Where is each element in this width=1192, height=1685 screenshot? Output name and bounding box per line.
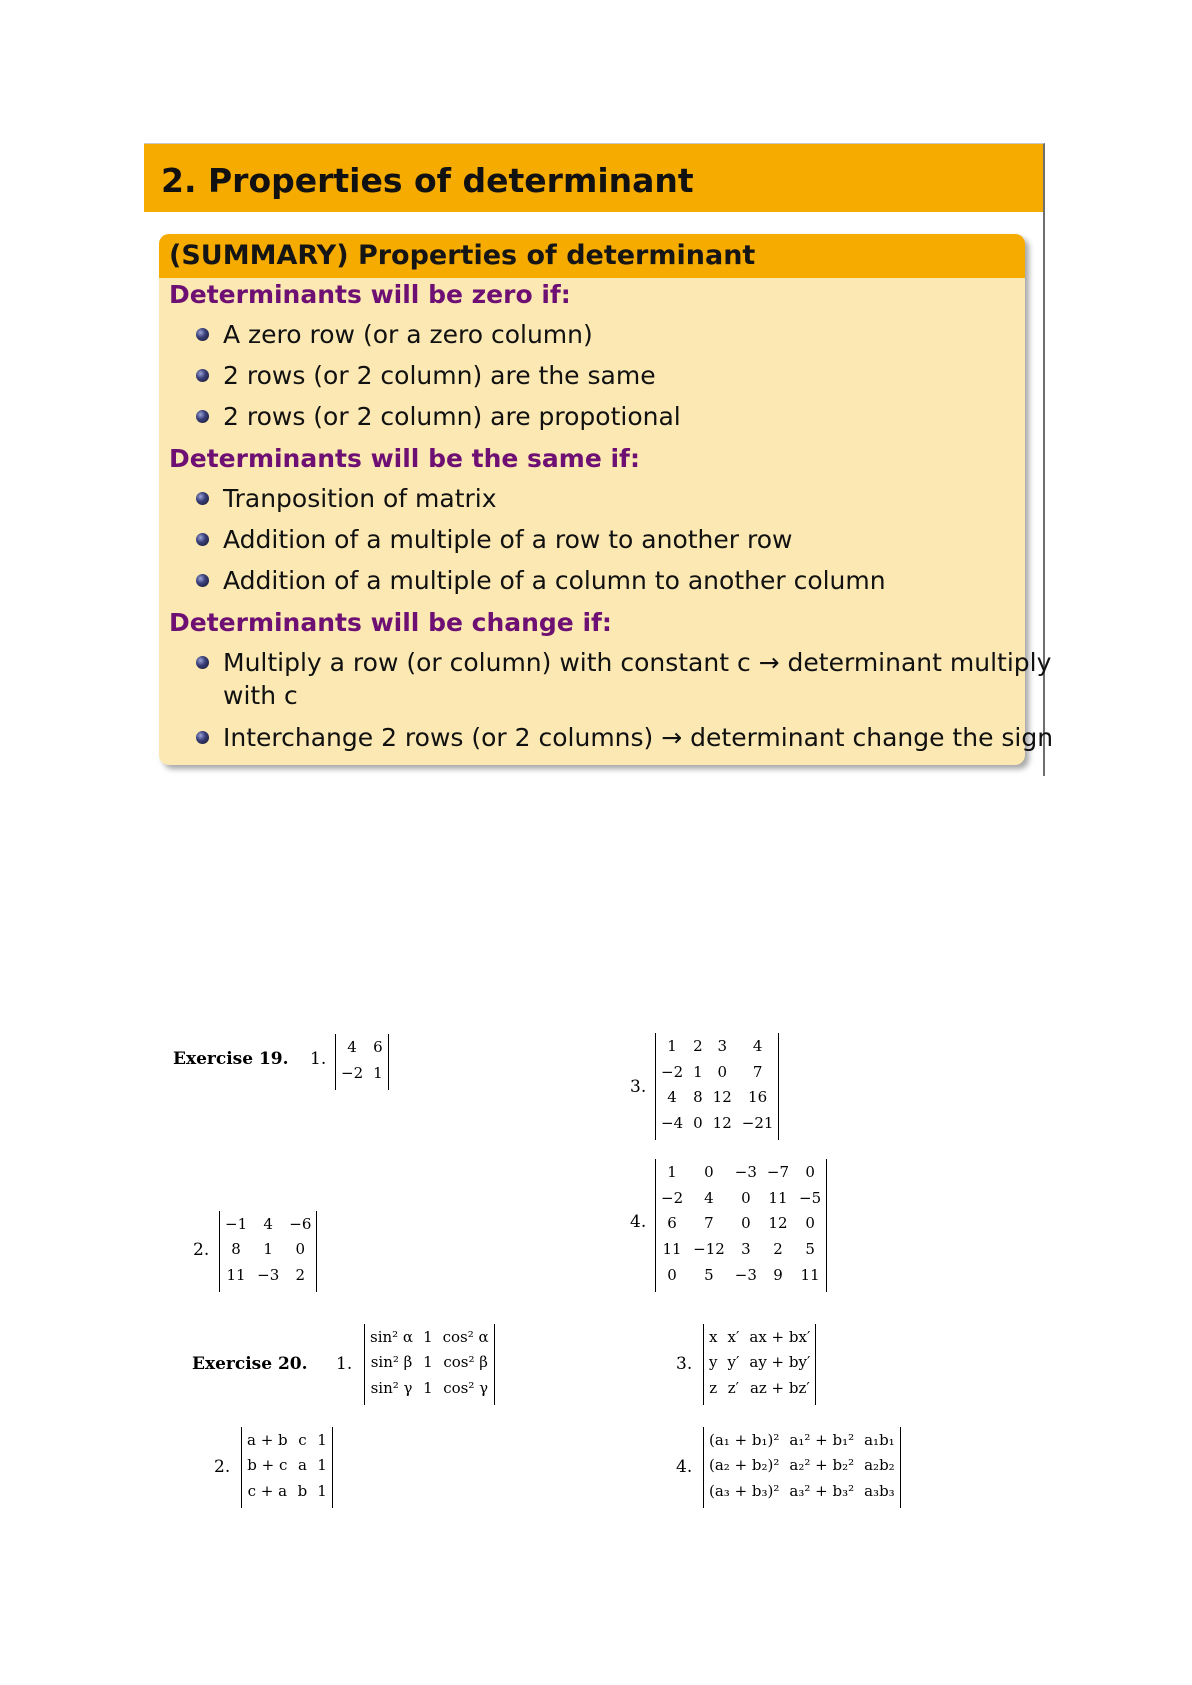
list-item: Multiply a row (or column) with constant c → determinant multiply: [223, 646, 1051, 679]
matrix-row: [704, 1478, 900, 1504]
bullet-icon: [196, 369, 209, 382]
matrix-cell: a: [297, 1456, 307, 1475]
slide-header: [144, 144, 1043, 212]
matrix-cell: 8: [231, 1240, 241, 1259]
matrix-cell: a₁b₁: [864, 1430, 895, 1449]
list-item: A zero row (or a zero column): [223, 318, 593, 351]
matrix-cell: 0: [704, 1162, 714, 1181]
matrix-row: [242, 1478, 332, 1504]
exercise-19-number-3: 3.: [630, 1077, 647, 1097]
matrix-row: [704, 1375, 815, 1401]
matrix-row: [656, 1236, 826, 1262]
matrix-cell: −2: [341, 1064, 364, 1082]
matrix-row: [220, 1237, 316, 1263]
matrix-row: [656, 1262, 826, 1288]
matrix-cell: 6: [373, 1038, 383, 1056]
matrix-row: [220, 1211, 316, 1237]
matrix-cell: 1: [317, 1456, 327, 1475]
matrix-cell: 3: [741, 1240, 751, 1259]
matrix-cell: (a₁ + b₁)²: [709, 1430, 780, 1449]
matrix-cell: 16: [748, 1088, 768, 1107]
matrix-row: [242, 1453, 332, 1479]
bullet-icon: [196, 328, 209, 341]
matrix-row: [656, 1185, 826, 1211]
matrix-cell: −7: [766, 1162, 790, 1181]
matrix-cell: −5: [799, 1188, 822, 1207]
bullet-icon: [196, 731, 209, 744]
matrix-cell: x: [709, 1327, 718, 1346]
matrix-cell: 4: [752, 1036, 763, 1055]
matrix-cell: 0: [741, 1188, 751, 1207]
list-item: Addition of a multiple of a column to another column: [223, 564, 886, 597]
summary-block-title: (SUMMARY) Properties of determinant: [169, 240, 756, 271]
matrix-cell: 0: [741, 1214, 751, 1233]
matrix-cell: 5: [704, 1266, 714, 1285]
matrix-cell: 1: [373, 1064, 383, 1082]
matrix-cell: a₂² + b₂²: [789, 1456, 855, 1475]
matrix-cell: 1: [423, 1353, 433, 1372]
matrix-row: [656, 1110, 778, 1136]
matrix-cell: y′: [727, 1353, 740, 1372]
matrix-cell: 7: [752, 1062, 763, 1081]
matrix-row: [336, 1034, 388, 1060]
bullet-icon: [196, 492, 209, 505]
exercise-20-number-1: 1.: [336, 1354, 353, 1374]
matrix-table: [704, 1427, 900, 1504]
matrix-cell: −12: [693, 1240, 725, 1259]
matrix-cell: −4: [661, 1114, 684, 1133]
matrix-cell: (a₂ + b₂)²: [709, 1456, 780, 1475]
exercise-20-matrix-1: [364, 1324, 495, 1405]
matrix-cell: 0: [717, 1062, 727, 1081]
matrix-cell: ax + bx′: [749, 1327, 811, 1346]
matrix-row: [704, 1350, 815, 1376]
matrix-table: [656, 1033, 778, 1136]
matrix-row: [365, 1350, 494, 1376]
matrix-cell: 1: [423, 1379, 433, 1398]
matrix-row: [704, 1427, 900, 1453]
matrix-cell: z: [709, 1379, 718, 1398]
matrix-cell: 1: [693, 1062, 703, 1081]
matrix-cell: sin² β: [370, 1353, 413, 1372]
matrix-cell: 4: [667, 1088, 677, 1107]
list-item: 2 rows (or 2 column) are propotional: [223, 400, 681, 433]
matrix-cell: sin² γ: [370, 1379, 413, 1398]
exercise-20-matrix-2: [241, 1427, 333, 1508]
section-heading-zero: Determinants will be zero if:: [169, 280, 571, 309]
matrix-row: [365, 1375, 494, 1401]
matrix-cell: −1: [225, 1214, 248, 1233]
matrix-row: [242, 1427, 332, 1453]
matrix-cell: −2: [661, 1062, 684, 1081]
matrix-cell: 0: [295, 1240, 306, 1259]
matrix-cell: cos² α: [442, 1327, 489, 1346]
matrix-cell: cos² β: [443, 1353, 488, 1372]
bullet-icon: [196, 410, 209, 423]
matrix-cell: 3: [717, 1036, 727, 1055]
matrix-cell: 0: [667, 1266, 677, 1285]
matrix-cell: 8: [693, 1088, 703, 1107]
matrix-cell: a₂b₂: [864, 1456, 895, 1475]
matrix-table: [242, 1427, 332, 1504]
bullet-icon: [196, 533, 209, 546]
matrix-cell: y: [709, 1353, 718, 1372]
matrix-cell: c: [298, 1430, 307, 1449]
matrix-row: [365, 1324, 494, 1350]
matrix-cell: 1: [667, 1162, 677, 1181]
matrix-cell: 1: [317, 1482, 327, 1501]
matrix-cell: 11: [768, 1188, 788, 1207]
exercise-19-matrix-3: [655, 1033, 779, 1140]
matrix-cell: 4: [704, 1188, 714, 1207]
matrix-cell: 4: [263, 1214, 273, 1233]
matrix-cell: c + a: [247, 1482, 288, 1501]
matrix-cell: 11: [800, 1266, 820, 1285]
matrix-cell: −3: [734, 1162, 757, 1181]
exercise-20-number-3: 3.: [676, 1354, 693, 1374]
bullet-icon: [196, 574, 209, 587]
exercise-19-number-2: 2.: [193, 1240, 210, 1260]
matrix-cell: 2: [295, 1266, 306, 1285]
matrix-row: [336, 1060, 388, 1086]
matrix-cell: 6: [667, 1214, 677, 1233]
bullet-icon: [196, 656, 209, 669]
list-item: 2 rows (or 2 column) are the same: [223, 359, 656, 392]
matrix-row: [656, 1059, 778, 1085]
matrix-cell: 12: [768, 1214, 788, 1233]
matrix-cell: sin² α: [370, 1327, 414, 1346]
section-heading-change: Determinants will be change if:: [169, 608, 612, 637]
matrix-cell: cos² γ: [443, 1379, 489, 1398]
exercise-19-matrix-4: [655, 1159, 827, 1292]
list-item: Interchange 2 rows (or 2 columns) → determinant change the sign: [223, 721, 1053, 754]
summary-block-header: [159, 234, 1025, 278]
matrix-cell: b + c: [247, 1456, 288, 1475]
matrix-cell: 0: [805, 1162, 815, 1181]
list-item-continuation: with c: [223, 681, 298, 710]
matrix-cell: 12: [712, 1088, 732, 1107]
matrix-table: [220, 1211, 316, 1288]
matrix-cell: z′: [727, 1379, 740, 1398]
exercise-20-number-2: 2.: [214, 1457, 231, 1477]
matrix-cell: 1: [667, 1036, 677, 1055]
matrix-cell: 1: [423, 1327, 433, 1346]
exercise-20-matrix-4: [703, 1427, 901, 1508]
matrix-row: [656, 1211, 826, 1237]
exercise-19-matrix-2: [219, 1211, 317, 1292]
matrix-row: [704, 1453, 900, 1479]
matrix-cell: a₃² + b₃²: [789, 1482, 855, 1501]
section-heading-same: Determinants will be the same if:: [169, 444, 640, 473]
matrix-table: [365, 1324, 494, 1401]
matrix-cell: 2: [773, 1240, 783, 1259]
matrix-cell: az + bz′: [749, 1379, 810, 1398]
matrix-cell: 12: [712, 1114, 732, 1133]
matrix-cell: 4: [347, 1038, 357, 1056]
slide: [144, 143, 1054, 776]
exercise-20-matrix-3: [703, 1324, 816, 1405]
matrix-cell: a₁² + b₁²: [789, 1430, 855, 1449]
exercise-20-number-4: 4.: [676, 1457, 693, 1477]
matrix-cell: a + b: [247, 1430, 288, 1449]
matrix-row: [704, 1324, 815, 1350]
matrix-cell: 7: [704, 1214, 714, 1233]
exercise-19-matrix-1: [335, 1034, 389, 1090]
matrix-row: [656, 1159, 826, 1185]
list-item: Addition of a multiple of a row to another row: [223, 523, 792, 556]
list-item: Tranposition of matrix: [223, 482, 497, 515]
matrix-cell: −6: [289, 1214, 312, 1233]
matrix-cell: −3: [734, 1266, 757, 1285]
matrix-row: [220, 1262, 316, 1288]
matrix-cell: 11: [662, 1240, 682, 1259]
matrix-row: [656, 1033, 778, 1059]
matrix-cell: (a₃ + b₃)²: [709, 1482, 780, 1501]
matrix-cell: 5: [805, 1240, 815, 1259]
matrix-cell: a₃b₃: [864, 1482, 895, 1501]
matrix-table: [336, 1034, 388, 1086]
matrix-cell: ay + by′: [749, 1353, 811, 1372]
matrix-cell: x′: [727, 1327, 740, 1346]
matrix-cell: 1: [317, 1430, 327, 1449]
exercise-19-number-4: 4.: [630, 1212, 647, 1232]
matrix-cell: −2: [661, 1188, 684, 1207]
exercise-19-number-1: 1.: [310, 1049, 327, 1069]
exercise-20-label: Exercise 20.: [192, 1354, 308, 1374]
slide-title: 2. Properties of determinant: [161, 161, 694, 200]
matrix-cell: 2: [693, 1036, 703, 1055]
matrix-table: [656, 1159, 826, 1288]
matrix-cell: 0: [805, 1214, 815, 1233]
matrix-cell: −21: [741, 1114, 774, 1133]
matrix-cell: −3: [257, 1266, 280, 1285]
matrix-cell: 9: [773, 1266, 783, 1285]
matrix-cell: 11: [226, 1266, 246, 1285]
matrix-cell: 0: [693, 1114, 703, 1133]
matrix-cell: b: [297, 1482, 308, 1501]
matrix-table: [704, 1324, 815, 1401]
matrix-cell: 1: [263, 1240, 273, 1259]
exercise-19-label: Exercise 19.: [173, 1049, 289, 1069]
matrix-row: [656, 1085, 778, 1111]
summary-block: [159, 234, 1054, 765]
